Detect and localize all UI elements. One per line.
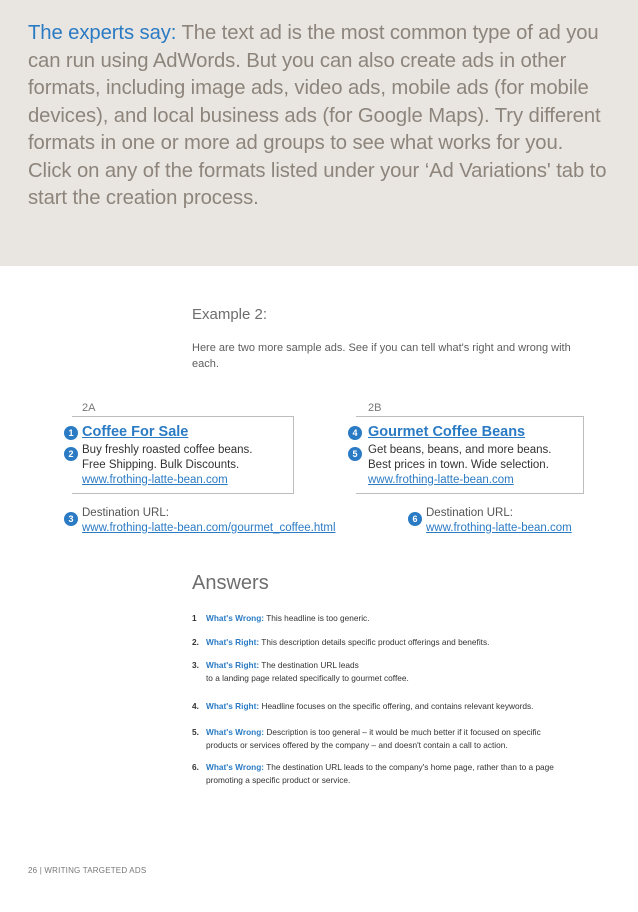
- answer-label: What's Right:: [206, 660, 260, 670]
- ad-2a-label: 2A: [82, 402, 96, 414]
- answer-continuation: to a landing page related specifically to gourmet coffee.: [206, 673, 409, 683]
- experts-lead: The experts say:: [28, 22, 177, 44]
- ad-2b-line2: Best prices in town. Wide selection.: [368, 459, 549, 471]
- answer-label: What's Wrong:: [206, 762, 265, 772]
- answer-number: 4.: [192, 701, 199, 711]
- marker-6: 6: [408, 512, 422, 526]
- ad-2b-destination: [426, 506, 572, 536]
- marker-1: 1: [64, 426, 78, 440]
- example-description: Here are two more sample ads. See if you can tell what's right and wrong with each.: [192, 342, 571, 370]
- ad-2a-display-url[interactable]: www.frothing-latte-bean.com: [82, 474, 228, 486]
- ad-2a-body: [82, 443, 292, 488]
- answer-text: Description is too general – it would be much better if it focused on specific: [264, 727, 541, 737]
- answer-text: The destination URL leads to the company's home page, rather than to a page: [264, 762, 554, 772]
- answers-title: Answers: [192, 572, 269, 594]
- answer-number: 5.: [192, 727, 199, 737]
- answer-text: This description details specific product offerings and benefits.: [259, 637, 490, 647]
- answer-label: What's Wrong:: [206, 613, 265, 623]
- answer-text: The destination URL leads: [259, 660, 359, 670]
- answer-text: This headline is too generic.: [264, 613, 370, 623]
- answer-label: What's Wrong:: [206, 727, 265, 737]
- answer-item-1: [192, 612, 592, 625]
- experts-callout-box: [0, 0, 638, 266]
- ad-2b-dest-url[interactable]: www.frothing-latte-bean.com: [426, 522, 572, 534]
- answer-label: What's Right:: [206, 637, 260, 647]
- ad-2a-headline[interactable]: Coffee For Sale: [82, 424, 189, 440]
- ad-2b-display-url[interactable]: www.frothing-latte-bean.com: [368, 474, 514, 486]
- page-footer: 26 | WRITING TARGETED ADS: [28, 866, 147, 875]
- ad-2b-label: 2B: [368, 402, 382, 414]
- marker-4: 4: [348, 426, 362, 440]
- answer-item-5: [192, 726, 592, 752]
- answer-number: 1: [192, 613, 197, 623]
- marker-5: 5: [348, 447, 362, 461]
- ad-2a-dest-label: Destination URL:: [82, 507, 169, 519]
- answer-item-2: [192, 636, 592, 649]
- ad-2a-destination: [82, 506, 336, 536]
- marker-3: 3: [64, 512, 78, 526]
- ad-2a-line2: Free Shipping. Bulk Discounts.: [82, 459, 240, 471]
- answer-text: Headline focuses on the specific offering, and contains relevant keywords.: [259, 701, 534, 711]
- answer-continuation: promoting a specific product or service.: [206, 775, 351, 785]
- answer-item-3: [192, 659, 592, 685]
- answer-item-4: [192, 700, 592, 713]
- ad-2b-dest-label: Destination URL:: [426, 507, 513, 519]
- ad-2a-line1: Buy freshly roasted coffee beans.: [82, 444, 253, 456]
- experts-body: The text ad is the most common type of ad you can run using AdWords. But you can also create ads in other formats, including image ads, video ads, mobile ads (for mobile devices), and local business ads (for Google Maps). Try different formats in one or more ad groups to see what works for you. Click on any of the formats listed under your ‘Ad Variations' tab to start the creation process.: [28, 22, 607, 209]
- answer-number: 3.: [192, 660, 199, 670]
- answer-label: What's Right:: [206, 701, 260, 711]
- answer-continuation: products or services offered by the company – and doesn't contain a call to action.: [206, 740, 508, 750]
- answer-number: 6.: [192, 762, 199, 772]
- ad-2b-line1: Get beans, beans, and more beans.: [368, 444, 552, 456]
- answer-number: 2.: [192, 637, 199, 647]
- ad-2b-body: [368, 443, 582, 488]
- experts-callout-text: [28, 20, 608, 213]
- ad-2b-headline[interactable]: Gourmet Coffee Beans: [368, 424, 526, 440]
- example-title: Example 2:: [192, 306, 268, 323]
- answer-item-6: [192, 761, 592, 787]
- ad-2a-dest-url[interactable]: www.frothing-latte-bean.com/gourmet_coffee.html: [82, 522, 336, 534]
- marker-2: 2: [64, 447, 78, 461]
